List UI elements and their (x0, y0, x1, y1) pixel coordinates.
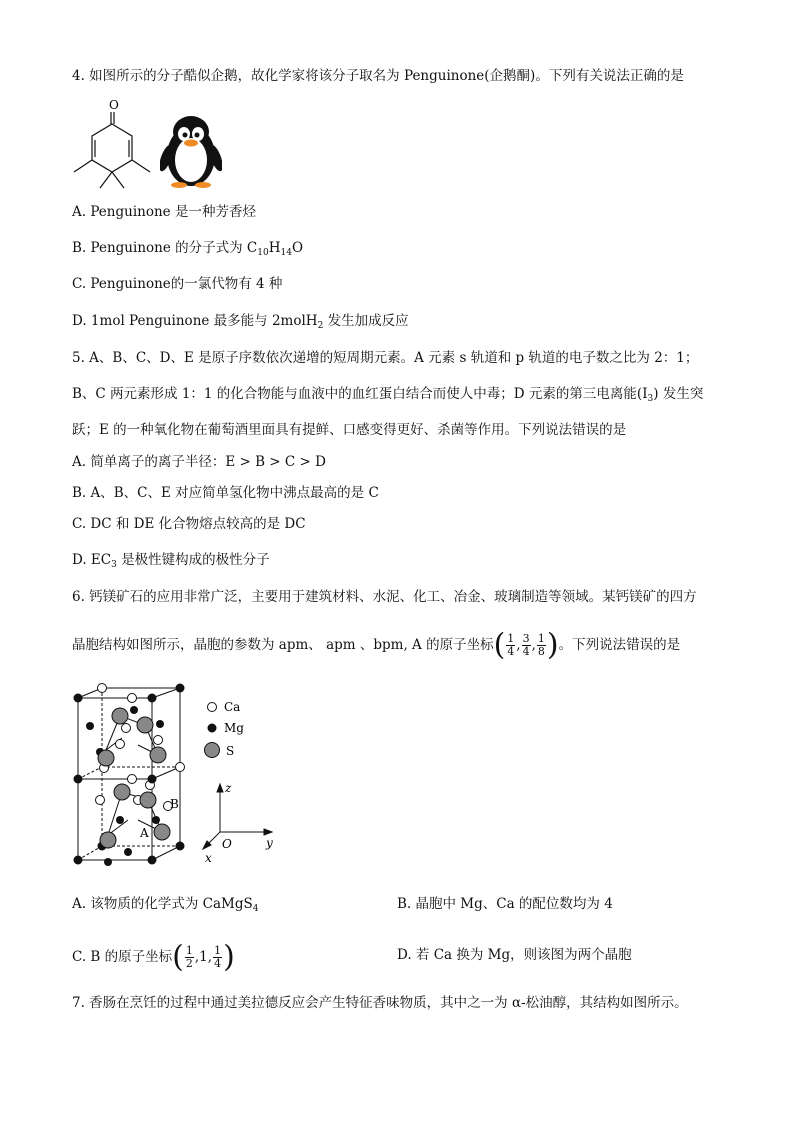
legend-mg-marker (208, 724, 217, 733)
q5-stem-line3: 跃；E 的一种氧化物在葡萄酒里面具有提鲜、口感变得更好、杀菌等作用。下列说法错误的是 (72, 422, 627, 438)
q5-stem-line2: B、C 两元素形成 1：1 的化合物能与血液中的血红蛋白结合而使人中毒；D 元素的第三电离能$(I_3)$ 发生突 (72, 386, 704, 404)
coordinate-axes (203, 784, 272, 849)
q5-option-c: C. DC 和 DE 化合物熔点较高的是 DC (72, 516, 306, 532)
q6-option-a: A. 该物质的化学式为 CaMgS$_4$ (72, 896, 259, 914)
q4-option-a: A. Penguinone 是一种芳香烃 (72, 204, 256, 220)
axis-origin-label: O (222, 837, 232, 851)
q5-stem-line1: 5. A、B、C、D、E 是原子序数依次递增的短周期元素。A 元素 s 轨道和 p 轨道的电子数之比为 2：1； (72, 350, 699, 366)
q6-option-b: B. 晶胞中 Mg、Ca 的配位数均为 4 (397, 896, 613, 912)
q4-stem: 4. 如图所示的分子酷似企鹅，故化学家将该分子取名为 Penguinone(企鹅酮)。下列有关说法正确的是 (72, 68, 684, 84)
atom-label-a: A (140, 826, 149, 840)
penguinone-structure (70, 96, 160, 191)
q4-option-d: D. 1mol Penguinone 最多能与 2molH$_2$ 发生加成反应 (72, 313, 409, 331)
q5-option-a: A. 简单离子的离子半径：E > B > C > D (72, 454, 326, 470)
q5-option-d: D. $EC_3$ 是极性键构成的极性分子 (72, 552, 270, 570)
calcium-atoms (96, 684, 185, 811)
q7-stem: 7. 香肠在烹饪的过程中通过美拉德反应会产生特征香味物质，其中之一为 α-松油醇，其结构如图所示。 (72, 995, 688, 1011)
atom-label-b: B (170, 797, 179, 811)
q4-option-c: C. Penguinone的一氯代物有 4 种 (72, 276, 283, 292)
oxygen-label: O (109, 98, 119, 112)
q4-option-b: B. Penguinone 的分子式为 $C_{10}H_{14}O$ (72, 240, 304, 258)
axis-z-label: z (225, 781, 232, 795)
q6-option-c: C. B 的原子坐标( $\frac{1}{2}$ ,1, $\frac{1}{4}$ ) (72, 939, 235, 975)
legend-mg: Mg (224, 721, 244, 735)
penguin-image (160, 114, 222, 188)
q5-option-b: B. A、B、C、E 对应简单氢化物中沸点最高的是 C (72, 485, 379, 501)
axis-x-label: x (205, 851, 212, 865)
magnesium-atoms (74, 684, 185, 867)
legend-ca-marker (208, 703, 217, 712)
legend-s-marker (205, 743, 220, 758)
q6-stem-line1: 6. 钙镁矿石的应用非常广泛，主要用于建筑材料、水泥、化工、冶金、玻璃制造等领域。某钙镁矿的四方 (72, 589, 697, 605)
cell-legend (205, 700, 245, 758)
legend-s: S (226, 744, 235, 758)
axis-y-label: y (266, 836, 273, 850)
crystal-cell-diagram (70, 680, 290, 870)
legend-ca: Ca (224, 700, 241, 714)
q6-stem-line2: 晶胞结构如图所示，晶胞的参数为 apm、 apm 、bpm, A 的原子坐标( $\frac{1}{4}$ , $\frac{3}{4}$ , $\frac{1}{8}$ )。下列说法错误的是 (72, 627, 681, 663)
q6-option-d: D. 若 Ca 换为 Mg，则该图为两个晶胞 (397, 947, 632, 963)
